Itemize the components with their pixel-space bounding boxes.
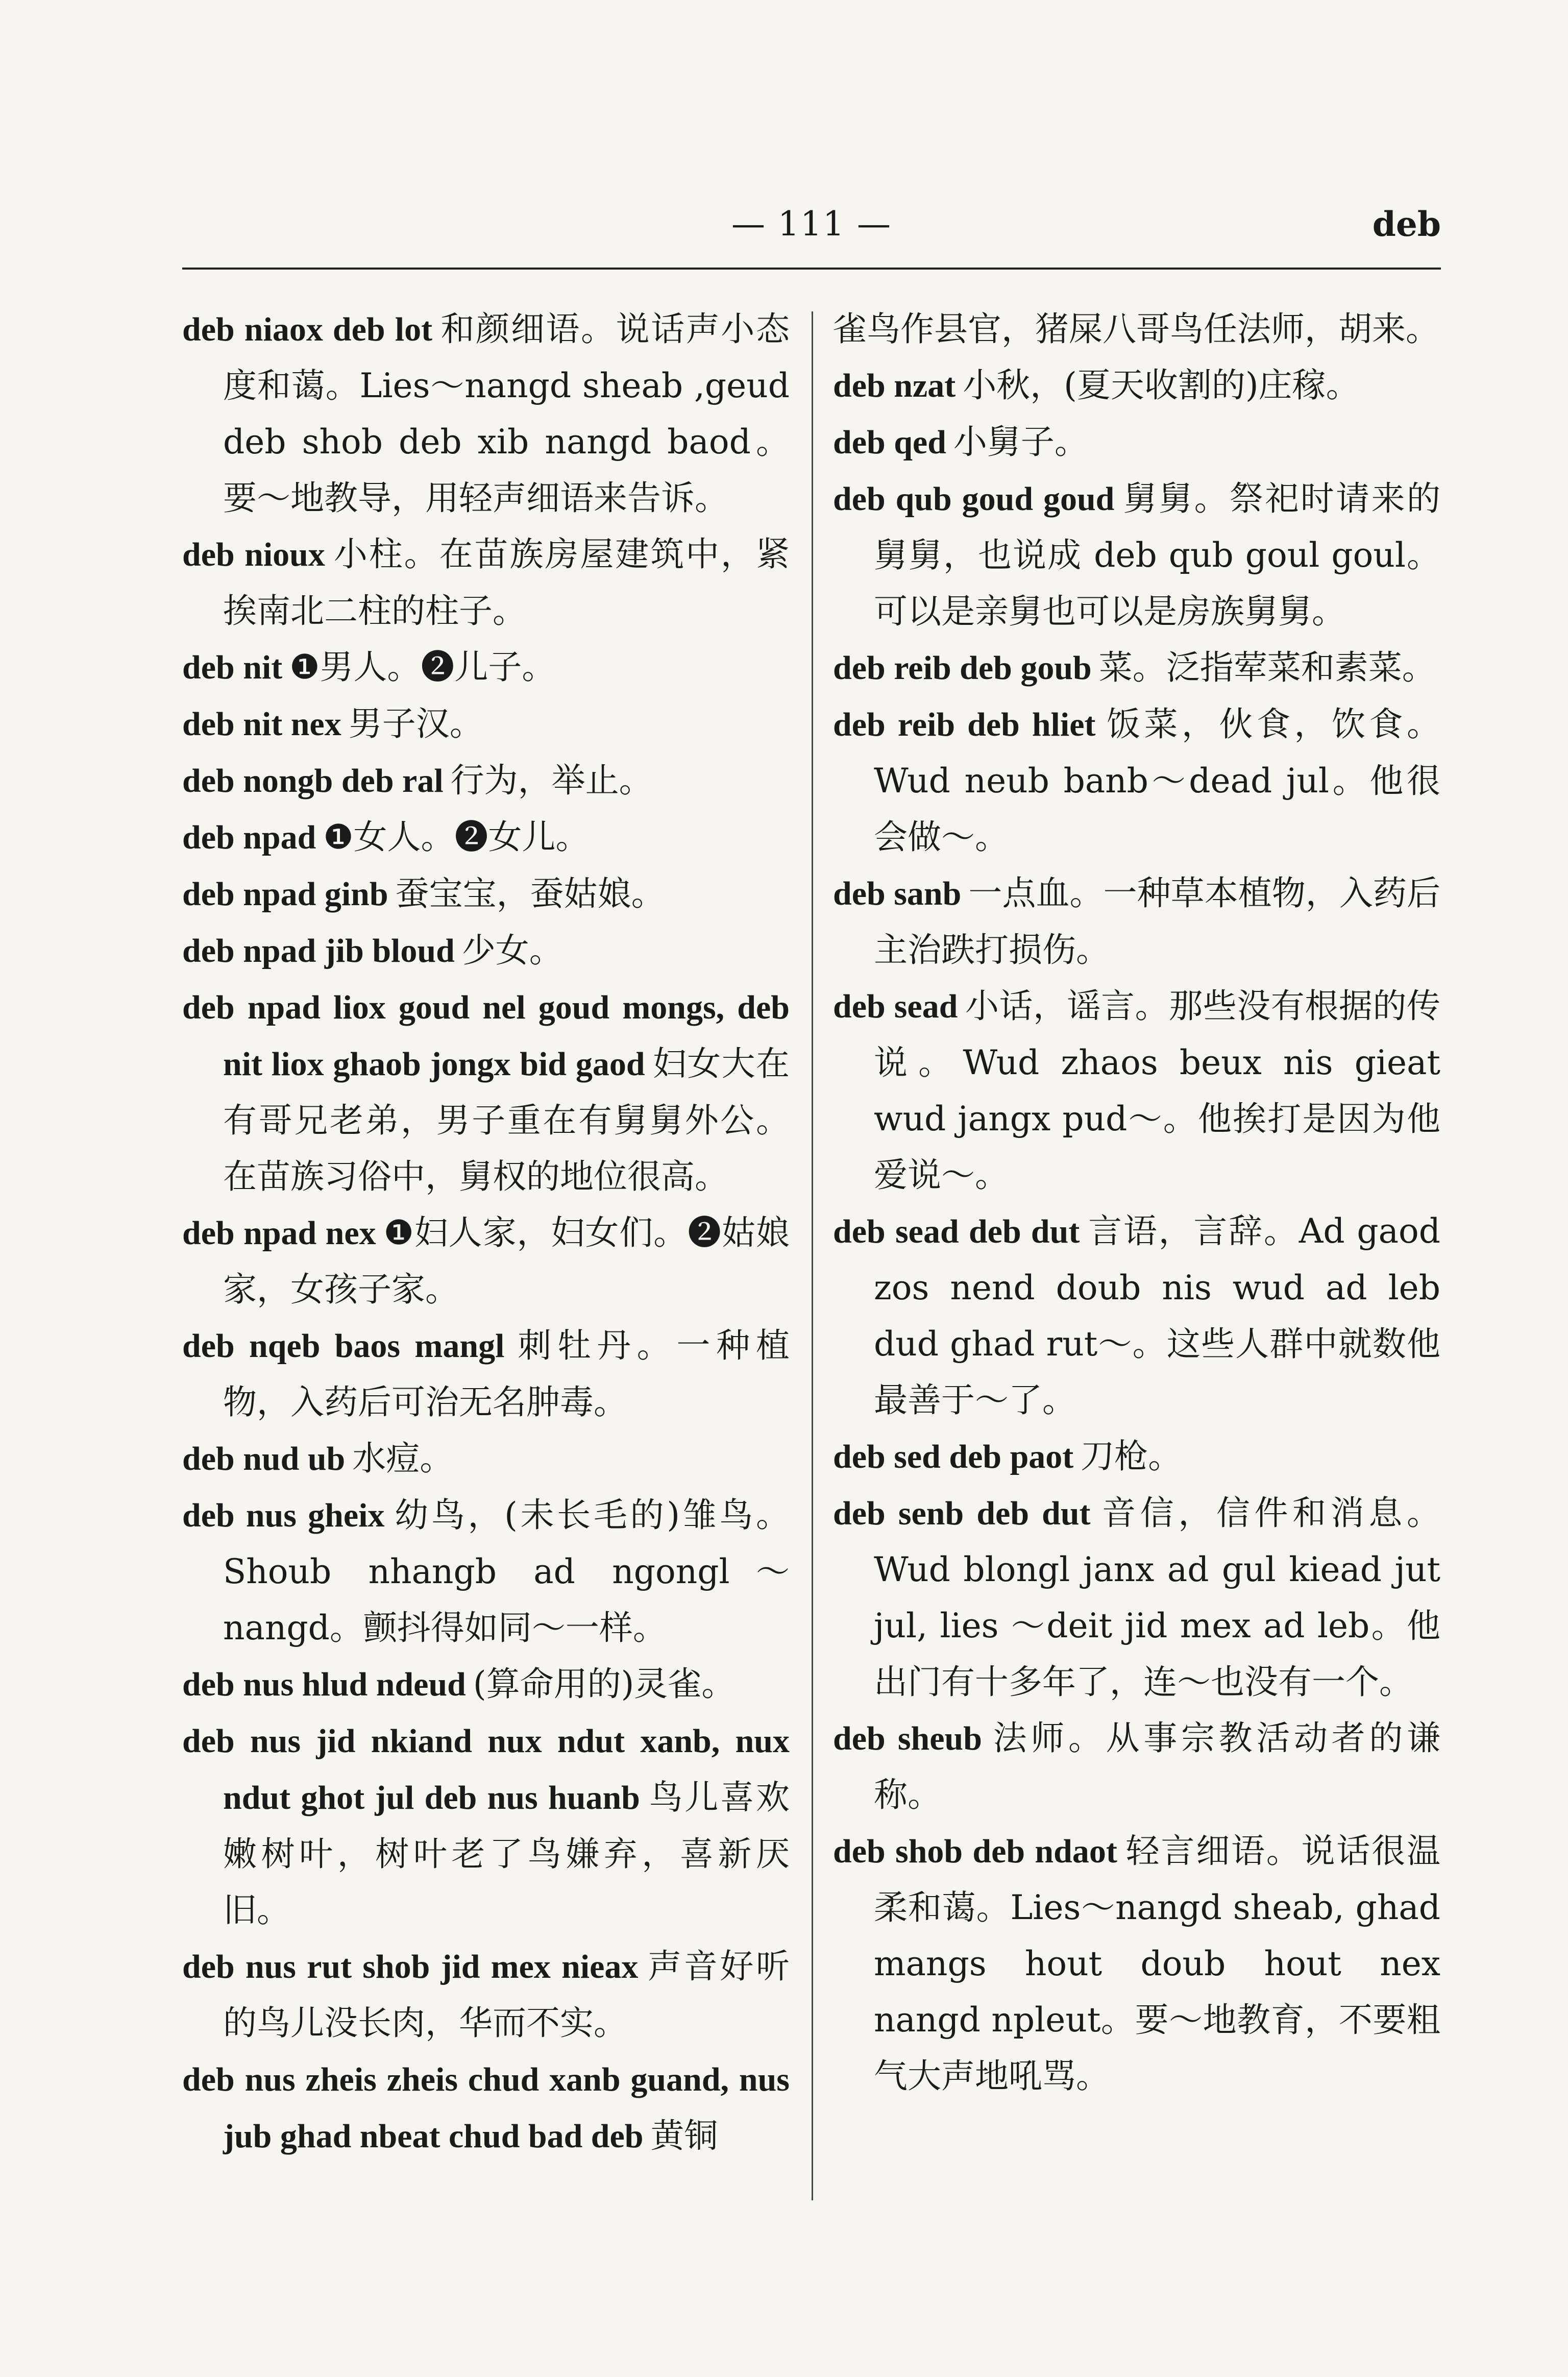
entry-definition: 小柱。在苗族房屋建筑中，紧挨南北二柱的柱子。	[223, 535, 790, 630]
dictionary-entry	[833, 640, 1440, 696]
entry-definition: 声音好听的鸟儿没长肉，华而不实。	[223, 1947, 790, 2043]
entry-definition: 行为，举止。	[450, 761, 653, 800]
entry-headword: deb nud ub	[182, 1440, 346, 1477]
dictionary-entry	[182, 1713, 790, 1938]
entry-headword: deb nongb deb ral	[182, 762, 444, 799]
entry-headword: deb npad liox goud nel goud mongs, deb nit liox ghaob jongx bid gaod	[182, 989, 790, 1083]
entry-headword: deb nit nex	[182, 706, 341, 743]
dictionary-entry	[833, 1485, 1440, 1710]
dictionary-entry	[182, 979, 790, 1205]
entry-definition: 一点血。一种草本植物，入药后主治跌打损伤。	[874, 874, 1441, 969]
dictionary-entry	[182, 809, 790, 866]
page-header	[182, 194, 1441, 265]
dictionary-entry	[833, 301, 1440, 357]
dictionary-entry	[182, 2051, 790, 2165]
dictionary-entry	[182, 753, 790, 809]
entry-headword: deb reib deb goub	[833, 649, 1092, 687]
dictionary-entry	[182, 301, 790, 526]
dictionary-entry	[833, 1710, 1440, 1823]
dictionary-entry	[182, 1318, 790, 1430]
entry-definition: 饭菜，伙食，饮食。Wud neub banb～dead jul。他很会做～。	[874, 705, 1440, 857]
entry-definition: 轻言细语。说话很温柔和蔼。Lies～nangd sheab, ghad mangs hout doub hout nex nangd npleut。要～地教育，不要粗气大声地吼骂。	[874, 1831, 1441, 2096]
entry-definition: 言语，言辞。Ad gaod zos nend doub nis wud ad leb dud ghad rut～。这些人群中就数他最善于～了。	[874, 1211, 1440, 1420]
entry-definition: (算命用的)灵雀。	[473, 1664, 736, 1704]
page-number: — 111 —	[731, 204, 892, 244]
entry-definition: 男子汉。	[348, 704, 483, 743]
entry-headword: deb npad jib bloud	[182, 932, 455, 969]
entry-headword: deb npad ginb	[182, 876, 388, 913]
right-column	[833, 301, 1440, 2104]
entry-headword: deb sed deb paot	[833, 1438, 1074, 1475]
entry-headword: deb niaox deb lot	[182, 311, 433, 348]
entry-headword: deb npad	[182, 819, 316, 856]
dictionary-entry	[833, 1203, 1440, 1428]
entry-headword: deb nus rut shob jid mex nieax	[182, 1948, 639, 1985]
column-divider	[812, 311, 813, 2200]
left-column	[182, 301, 790, 2165]
dictionary-entry	[182, 696, 790, 753]
guide-word: deb	[1372, 204, 1441, 244]
entry-headword: deb qub goud goud	[833, 480, 1115, 518]
dictionary-entry	[833, 1428, 1440, 1485]
dictionary-entry	[833, 414, 1440, 471]
entry-definition: 菜。泛指荤菜和素菜。	[1098, 648, 1436, 687]
entry-definition: 舅舅。祭祀时请来的舅舅，也说成 deb qub goul goul。可以是亲舅也可以是房族舅舅。	[874, 479, 1440, 631]
entry-definition: 蚕宝宝，蚕姑娘。	[395, 874, 665, 913]
entry-headword: deb nus zheis zheis chud xanb guand, nus jub ghad nbeat chud bad deb	[182, 2061, 790, 2155]
entry-headword: deb shob deb ndaot	[833, 1833, 1117, 1870]
dictionary-entry	[833, 978, 1440, 1203]
entry-definition: 妇女大在有哥兄老弟，男子重在有舅舅外公。在苗族习俗中，舅权的地位很高。	[223, 1044, 790, 1196]
dictionary-entry	[182, 526, 790, 639]
entry-definition: ❶女人。❷女儿。	[323, 817, 590, 857]
entry-definition: 水痘。	[352, 1439, 454, 1478]
entry-headword: deb nus hlud ndeud	[182, 1666, 466, 1703]
dictionary-entry	[833, 1823, 1440, 2104]
entry-definition: 小秋，(夏天收割的)庄稼。	[963, 366, 1360, 405]
dictionary-entry	[182, 1487, 790, 1656]
entry-definition: 黄铜	[650, 2116, 718, 2155]
entry-definition: 雀鸟作县官，猪屎八哥鸟任法师，胡来。	[833, 309, 1439, 349]
entry-headword: deb sanb	[833, 875, 962, 912]
entry-definition: 少女。	[461, 931, 563, 970]
dictionary-entry	[833, 865, 1440, 978]
dictionary-entry	[182, 1205, 790, 1318]
entry-headword: deb nqeb baos mangl	[182, 1327, 505, 1365]
entry-definition: 音信，信件和消息。Wud blongl janx ad gul kiead jut jul, lies ～deit jid mex ad leb。他出门有十多年了，连～也没有一个。	[874, 1493, 1441, 1702]
entry-definition: ❶妇人家，妇女们。❷姑娘家，女孩子家。	[223, 1213, 790, 1309]
dictionary-entry	[182, 923, 790, 979]
dictionary-entry	[833, 357, 1440, 414]
entry-headword: deb qed	[833, 424, 946, 461]
entry-definition: 和颜细语。说话声小态度和蔼。Lies～nangd sheab ,geud deb shob deb xib nangd baod。要～地教导，用轻声细语来告诉。	[223, 309, 790, 518]
entry-definition: ❶男人。❷儿子。	[289, 647, 556, 687]
entry-headword: deb nit	[182, 649, 283, 686]
dictionary-entry	[182, 866, 790, 923]
entry-definition: 鸟儿喜欢嫩树叶，树叶老了鸟嫌弃，喜新厌旧。	[223, 1778, 790, 1930]
entry-definition: 刀枪。	[1081, 1437, 1182, 1476]
dictionary-entry	[182, 1656, 790, 1713]
entry-headword: deb sheub	[833, 1720, 982, 1757]
entry-headword: deb reib deb hliet	[833, 706, 1096, 743]
header-rule	[182, 268, 1441, 270]
entry-headword: deb npad nex	[182, 1215, 376, 1252]
entry-definition: 幼鸟，(未长毛的)雏鸟。Shoub nhangb ad ngongl～nangd。颤抖得如同～一样。	[223, 1495, 790, 1647]
entry-headword: deb nioux	[182, 536, 325, 573]
entry-headword: deb nus jid nkiand nux ndut xanb, nux ndut ghot jul deb nus huanb	[182, 1723, 790, 1816]
dictionary-entry	[182, 1430, 790, 1487]
entry-headword: deb nzat	[833, 367, 956, 404]
entry-headword: deb nus gheix	[182, 1497, 385, 1534]
entry-definition: 法师。从事宗教活动者的谦称。	[874, 1718, 1441, 1814]
entry-definition: 刺牡丹。一种植物，入药后可治无名肿毒。	[223, 1326, 790, 1422]
entry-headword: deb sead deb dut	[833, 1213, 1080, 1250]
dictionary-entry	[182, 639, 790, 696]
dictionary-entry	[833, 696, 1440, 865]
dictionary-entry	[833, 471, 1440, 640]
entry-headword: deb senb deb dut	[833, 1495, 1091, 1532]
entry-definition: 小话，谣言。那些没有根据的传说。Wud zhaos beux nis gieat wud jangx pud～。他挨打是因为他爱说～。	[874, 986, 1441, 1195]
entry-definition: 小舅子。	[953, 422, 1088, 462]
entry-headword: deb sead	[833, 988, 958, 1025]
dictionary-entry	[182, 1938, 790, 2051]
